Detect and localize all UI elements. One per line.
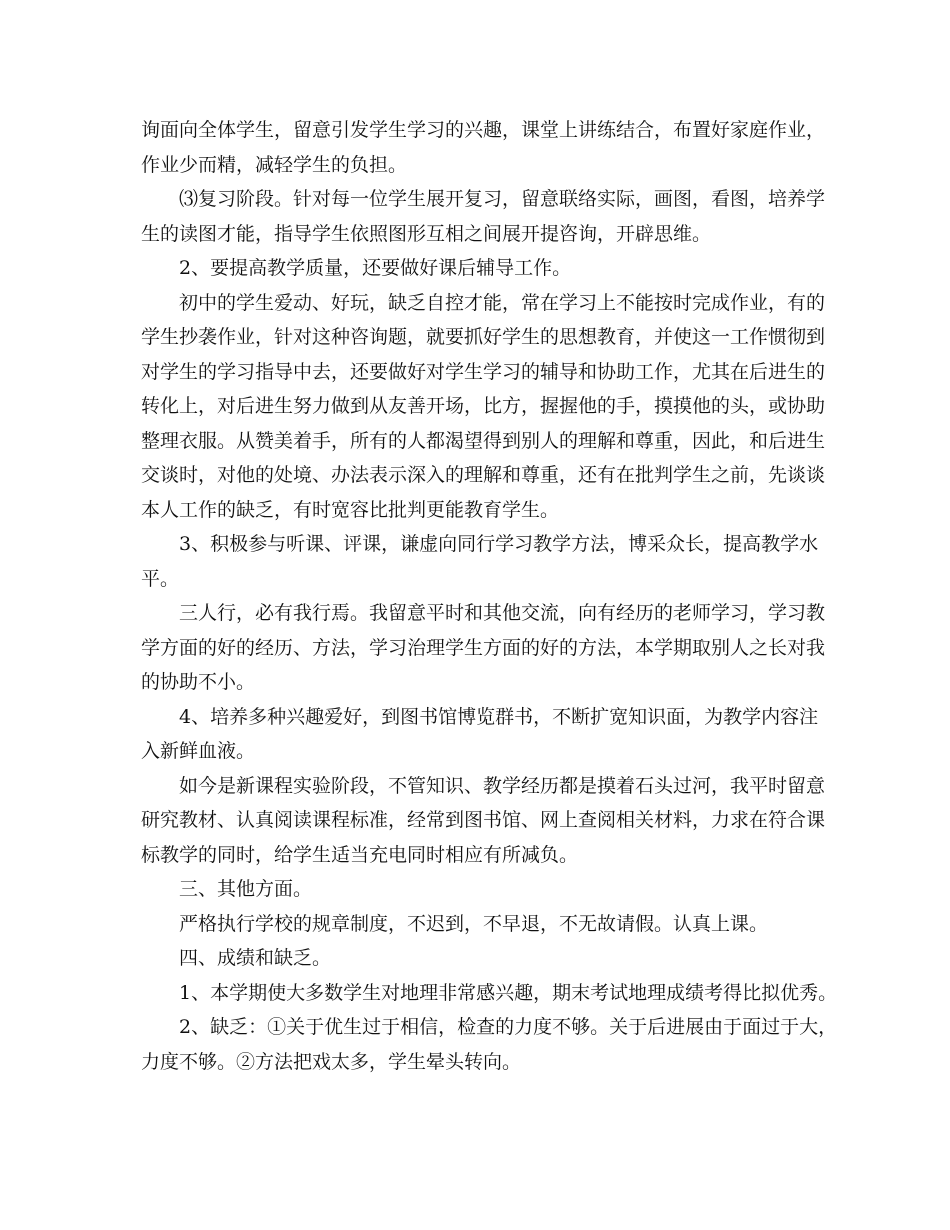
- text-line: 转化上，对后进生努力做到从友善开场，比方，握握他的手，摸摸他的头，或协助: [141, 395, 826, 417]
- text-line: 2、要提高教学质量，还要做好课后辅导工作。: [179, 257, 572, 279]
- text-line: 询面向全体学生，留意引发学生学习的兴趣，课堂上讲练结合，布置好家庭作业，: [141, 119, 826, 141]
- text-line: 平。: [141, 567, 180, 590]
- text-line: 如今是新课程实验阶段，不管知识、教学经历都是摸着石头过河，我平时留意: [179, 774, 826, 797]
- text-line: ⑶复习阶段。针对每一位学生展开复习，留意联络实际，画图，看图，培养学: [179, 188, 826, 210]
- document-body: [141, 113, 838, 1079]
- text-line: 交谈时，对他的处境、办法表示深入的理解和尊重，还有在批判学生之前，先谈谈: [141, 464, 826, 486]
- text-line: 作业少而精，减轻学生的负担。: [141, 153, 408, 176]
- text-line: 对学生的学习指导中去，还要做好对学生学习的辅导和协助工作，尤其在后进生的: [141, 360, 826, 383]
- text-line: 生的读图才能，指导学生依照图形互相之间展开提咨询，开辟思维。: [141, 222, 712, 245]
- text-line: 三、其他方面。: [179, 878, 313, 900]
- text-line: 2、缺乏：①关于优生过于相信，检查的力度不够。关于后进展由于面过于大，: [179, 1016, 838, 1038]
- text-line: 的协助不小。: [141, 671, 256, 693]
- text-line: 学方面的好的经历、方法，学习治理学生方面的好的方法，本学期取别人之长对我: [141, 636, 826, 659]
- text-line: 本人工作的缺乏，有时宽容比批判更能教育学生。: [141, 498, 560, 521]
- text-line: 三人行，必有我行焉。我留意平时和其他交流，向有经历的老师学习，学习教: [179, 602, 826, 624]
- text-line: 整理衣服。从赞美着手，所有的人都渴望得到别人的理解和尊重，因此，和后进生: [141, 429, 826, 452]
- text-line: 3、积极参与听课、评课，谦虚向同行学习教学方法，博采众长，提高教学水: [179, 533, 819, 555]
- text-line: 入新鲜血液。: [141, 740, 256, 762]
- text-line: 初中的学生爱动、好玩，缺乏自控才能，常在学习上不能按时完成作业，有的: [179, 291, 826, 314]
- text-line: 4、培养多种兴趣爱好，到图书馆博览群书，不断扩宽知识面，为教学内容注: [179, 705, 819, 728]
- text-line: 四、成绩和缺乏。: [179, 947, 332, 969]
- text-line: 力度不够。②方法把戏太多，学生晕头转向。: [141, 1050, 522, 1073]
- text-line: 标教学的同时，给学生适当充电同时相应有所减负。: [141, 843, 579, 866]
- text-line: 1、本学期使大多数学生对地理非常感兴趣，期末考试地理成绩考得比拟优秀。: [179, 981, 838, 1004]
- text-line: 研究教材、认真阅读课程标准，经常到图书馆、网上查阅相关材料，力求在符合课: [141, 809, 826, 831]
- text-line: 学生抄袭作业，针对这种咨询题，就要抓好学生的思想教育，并使这一工作惯彻到: [141, 326, 826, 348]
- text-line: 严格执行学校的规章制度，不迟到，不早退，不无故请假。认真上课。: [179, 912, 769, 935]
